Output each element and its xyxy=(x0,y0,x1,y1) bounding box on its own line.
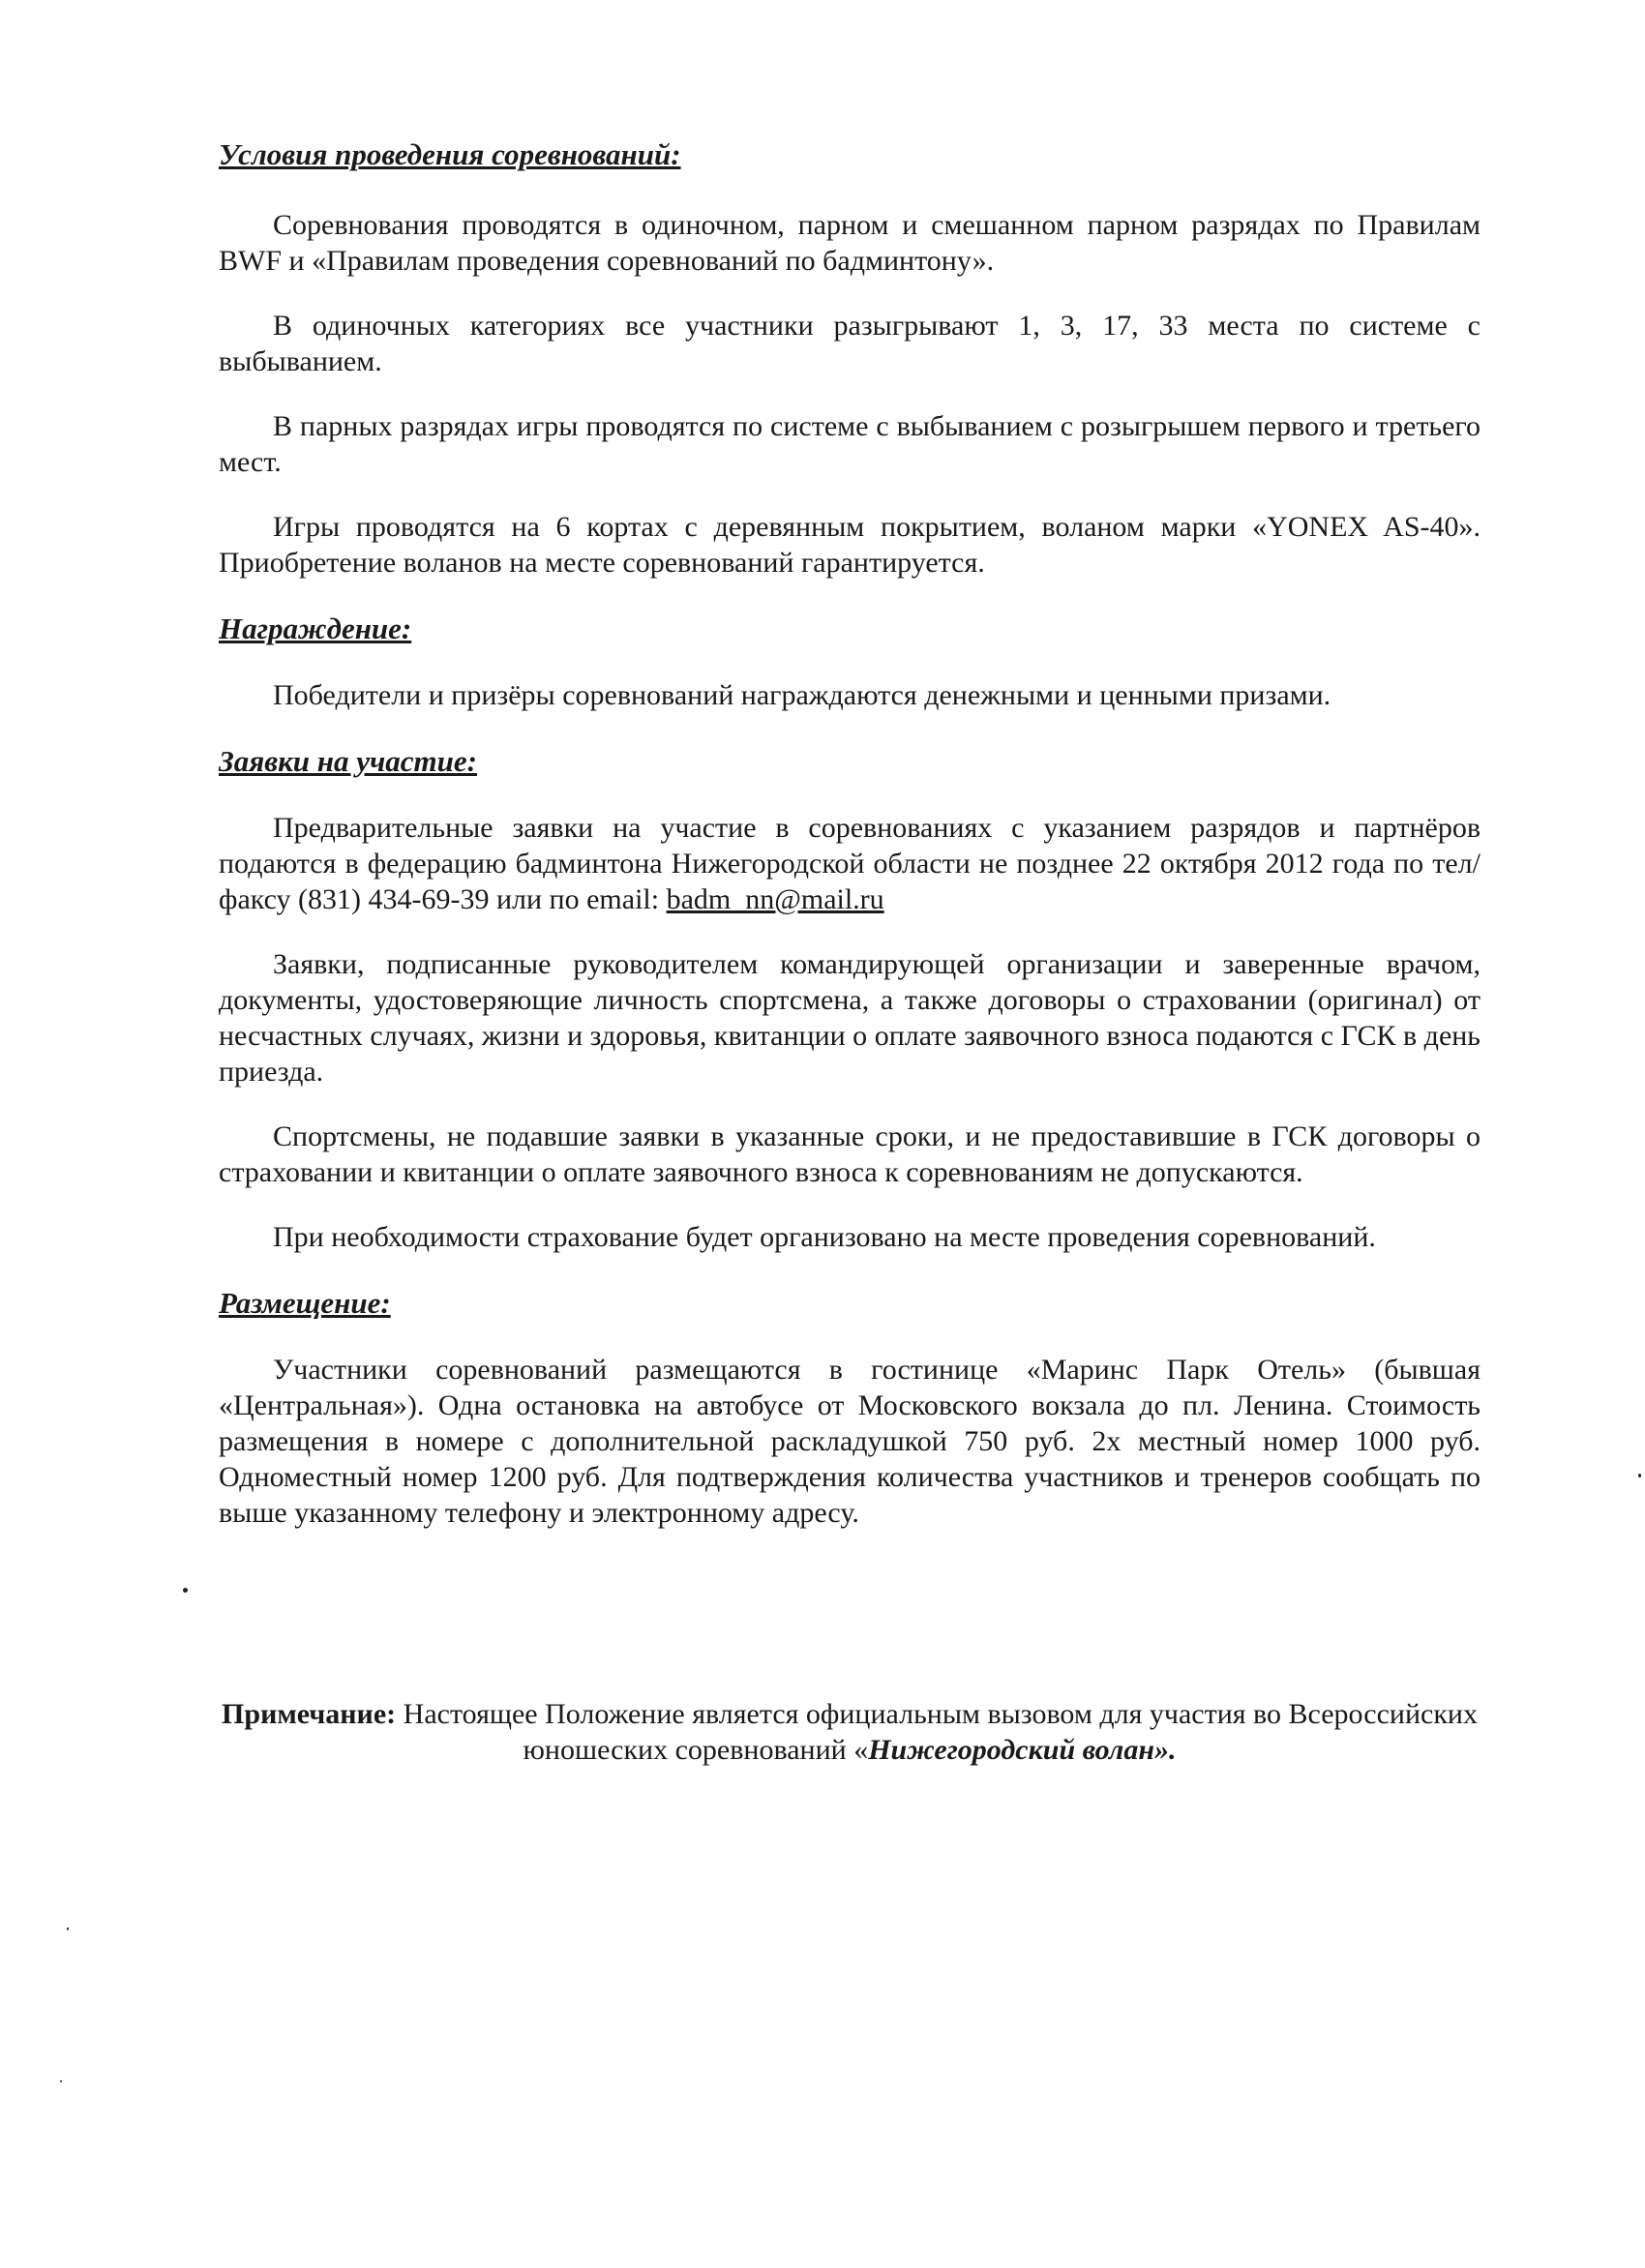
scan-speck xyxy=(183,1588,188,1593)
note-text: Настоящее Положение является официальным вызовом для участия во Всероссийских юношеских соревнований « xyxy=(396,1698,1478,1766)
accommodation-paragraph: Участники соревнований размещаются в гостинице «Маринс Парк Отель» (бывшая «Центральная»). Одна остановка на автобусе от Московского вокзала до пл. Ленина. Стоимость размещения в номере с дополнительной раскладушкой 750 руб. 2х местный номер 1000 руб. Одноместный номер 1200 руб. Для подтверждения количества участников и тренеров сообщать по выше указанному телефону и электронному адресу. xyxy=(219,1354,1480,1529)
footnote xyxy=(219,1696,1480,1768)
scan-speck xyxy=(60,2080,62,2082)
document-body xyxy=(219,135,1480,1531)
note-label: Примечание: xyxy=(222,1698,397,1730)
applications-paragraph-1-text: Предварительные заявки на участие в соревнованиях с указанием разрядов и партнёров подаются в федерацию бадминтона Нижегородской области не позднее 22 октября 2012 года по тел/факсу (831) 434-69-39 или по email: xyxy=(219,812,1480,915)
applications-paragraph-2: Заявки, подписанные руководителем командирующей организации и заверенные врачом, документы, удостоверяющие личность спортсмена, а также договоры о страховании (оригинал) от несчастных случаях, жизни и здоровья, квитанции о оплате заявочного взноса подаются с ГСК в день приезда. xyxy=(219,948,1480,1088)
note-end: ». xyxy=(1153,1734,1177,1766)
applications-paragraph-1 xyxy=(219,810,1480,917)
note-event-name: Нижегородский волан xyxy=(868,1734,1154,1766)
scan-speck xyxy=(67,1927,69,1930)
conditions-paragraph-3: В парных разрядах игры проводятся по системе с выбыванием с розыгрышем первого и третьего мест. xyxy=(219,410,1480,478)
heading-conditions: Условия проведения соревнований: xyxy=(219,137,681,171)
scan-speck xyxy=(1638,1474,1641,1477)
heading-applications: Заявки на участие: xyxy=(219,744,477,778)
heading-accommodation: Размещение: xyxy=(219,1286,391,1320)
applications-paragraph-3: Спортсмены, не подавшие заявки в указанные сроки, и не предоставившие в ГСК договоры о страховании и квитанции о оплате заявочного взноса к соревнованиям не допускаются. xyxy=(219,1120,1480,1188)
email-link[interactable]: badm_nn@mail.ru xyxy=(666,883,884,915)
awards-paragraph: Победители и призёры соревнований награждаются денежными и ценными призами. xyxy=(273,679,1331,711)
heading-awards: Награждение: xyxy=(219,612,412,645)
conditions-paragraph-2: В одиночных категориях все участники разыгрывают 1, 3, 17, 33 места по системе с выбыванием. xyxy=(219,310,1480,377)
applications-paragraph-4: При необходимости страхование будет организовано на месте проведения соревнований. xyxy=(273,1221,1376,1253)
conditions-paragraph-1: Соревнования проводятся в одиночном, парном и смешанном парном разрядах по Правилам BWF и «Правилам проведения соревнований по бадминтону». xyxy=(219,209,1480,277)
conditions-paragraph-4: Игры проводятся на 6 кортах с деревянным покрытием, воланом марки «YONEX AS-40». Приобретение воланов на месте соревнований гарантируется. xyxy=(219,511,1480,579)
